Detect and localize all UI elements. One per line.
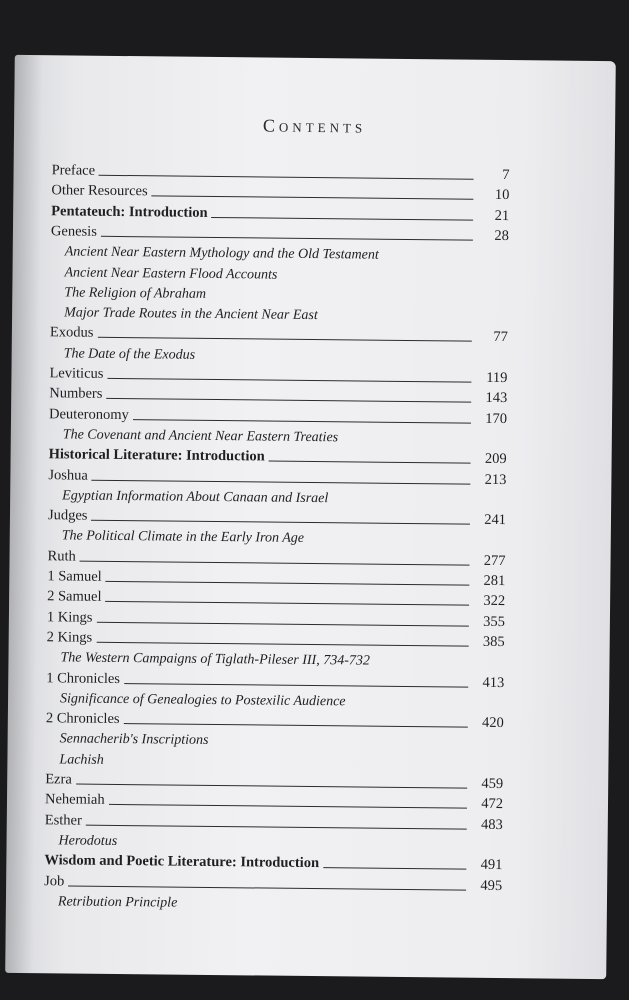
toc-entry-label: Deuteronomy xyxy=(48,405,129,423)
toc-page-number: 495 xyxy=(480,877,503,894)
toc-entry-label: Leviticus xyxy=(49,365,104,382)
toc-entry-label: 2 Kings xyxy=(46,629,93,646)
toc-entry-label: Numbers xyxy=(49,385,103,403)
leader-line xyxy=(133,419,471,424)
toc-entry-label: Preface xyxy=(51,162,96,179)
leader-line xyxy=(101,236,473,241)
toc-subentry-label: Sennacherib's Inscriptions xyxy=(59,731,209,749)
toc-entry-label: Genesis xyxy=(50,223,97,240)
toc-subentry-label: The Date of the Exodus xyxy=(63,346,196,363)
leader-line xyxy=(124,683,468,688)
leader-line xyxy=(76,784,467,789)
toc-entry-label: Other Resources xyxy=(51,182,148,200)
leader-line xyxy=(106,581,470,586)
toc-entry-label: 2 Chronicles xyxy=(45,710,120,728)
toc-entry-label: 1 Samuel xyxy=(47,568,102,585)
page-title: Contents xyxy=(262,115,367,137)
toc-subentry-label: Significance of Genealogies to Postexilic Audience xyxy=(60,691,346,710)
leader-line xyxy=(152,196,474,200)
toc-page-number: 119 xyxy=(486,369,508,387)
toc-entry-label: Ezra xyxy=(45,771,72,788)
leader-line xyxy=(106,398,471,403)
toc-page-number: 28 xyxy=(494,227,510,244)
leader-line xyxy=(86,824,467,829)
leader-line xyxy=(105,601,469,606)
toc-entry-label: Judges xyxy=(47,507,88,524)
toc-page-number: 459 xyxy=(481,775,504,793)
toc-page-number: 355 xyxy=(483,613,505,630)
leader-line xyxy=(91,520,470,525)
toc-entry-label: 1 Kings xyxy=(46,608,93,626)
toc-subentry-label: The Covenant and Ancient Near Eastern Treaties xyxy=(62,427,339,446)
toc-page-number: 277 xyxy=(483,552,506,569)
toc-subentry-label: The Western Campaigns of Tiglath-Pileser III, 734-732 xyxy=(60,650,370,669)
toc-page-number: 420 xyxy=(482,714,504,732)
toc-entry-label: Nehemiah xyxy=(44,791,105,809)
toc-entry-label: Exodus xyxy=(49,324,94,342)
book-page xyxy=(5,55,616,979)
toc-entry-label: Esther xyxy=(44,811,82,829)
toc-subentry-label: The Religion of Abraham xyxy=(64,285,207,302)
leader-line xyxy=(269,461,471,464)
toc-page-number: 7 xyxy=(502,166,510,184)
toc-page-number: 322 xyxy=(483,593,506,610)
leader-line xyxy=(92,479,471,484)
toc-page-number: 213 xyxy=(484,471,507,488)
leader-line xyxy=(96,642,468,647)
toc-page-number: 143 xyxy=(485,390,508,407)
leader-line xyxy=(68,885,466,890)
toc-entry-label: Ruth xyxy=(47,547,76,565)
toc-entry-label: Pentateuch: Introduction xyxy=(51,202,208,221)
toc-subentry-label: Herodotus xyxy=(58,833,118,849)
toc-page-number: 21 xyxy=(494,207,510,224)
toc-page-number: 77 xyxy=(493,329,508,346)
toc-entry-label: Joshua xyxy=(48,466,88,484)
toc-subentry-label: Major Trade Routes in the Ancient Near East xyxy=(64,305,318,324)
toc-page-number: 281 xyxy=(483,572,506,590)
toc-entry-label: 2 Samuel xyxy=(47,588,102,606)
toc-entry-label: Job xyxy=(44,872,65,889)
toc-subentry-label: Ancient Near Eastern Flood Accounts xyxy=(64,264,278,283)
leader-line xyxy=(99,175,474,180)
toc-subentry-label: The Political Climate in the Early Iron Age xyxy=(61,528,305,547)
toc-entry-label: Wisdom and Poetic Literature: Introduction xyxy=(44,852,320,872)
toc-subentry xyxy=(58,890,516,915)
toc-page-number: 209 xyxy=(484,451,507,468)
table-of-contents xyxy=(5,55,616,979)
toc-page-number: 170 xyxy=(485,410,508,427)
leader-line xyxy=(97,337,471,342)
leader-line xyxy=(124,723,468,728)
toc-subentry-label: Retribution Principle xyxy=(57,894,178,911)
toc-page-number: 385 xyxy=(482,633,505,650)
toc-entry-label: 1 Chronicles xyxy=(46,669,121,687)
toc-entry-label: Historical Literature: Introduction xyxy=(48,446,265,465)
toc-page-number: 472 xyxy=(481,796,504,813)
toc-subentry-label: Lachish xyxy=(59,752,104,768)
toc-subentry-label: Ancient Near Eastern Mythology and the Old Testament xyxy=(64,244,379,263)
toc-page-number: 483 xyxy=(480,816,503,833)
toc-subentry-label: Egyptian Information About Canaan and Israel xyxy=(62,488,329,506)
toc-page-number: 10 xyxy=(494,187,510,204)
leader-line xyxy=(323,867,466,870)
leader-line xyxy=(107,378,471,383)
leader-line xyxy=(80,560,470,565)
leader-line xyxy=(96,621,468,626)
toc-page-number: 491 xyxy=(480,856,503,874)
leader-line xyxy=(212,217,474,221)
toc-page-number: 413 xyxy=(482,674,505,691)
leader-line xyxy=(109,804,467,809)
toc-page-number: 241 xyxy=(484,511,507,529)
